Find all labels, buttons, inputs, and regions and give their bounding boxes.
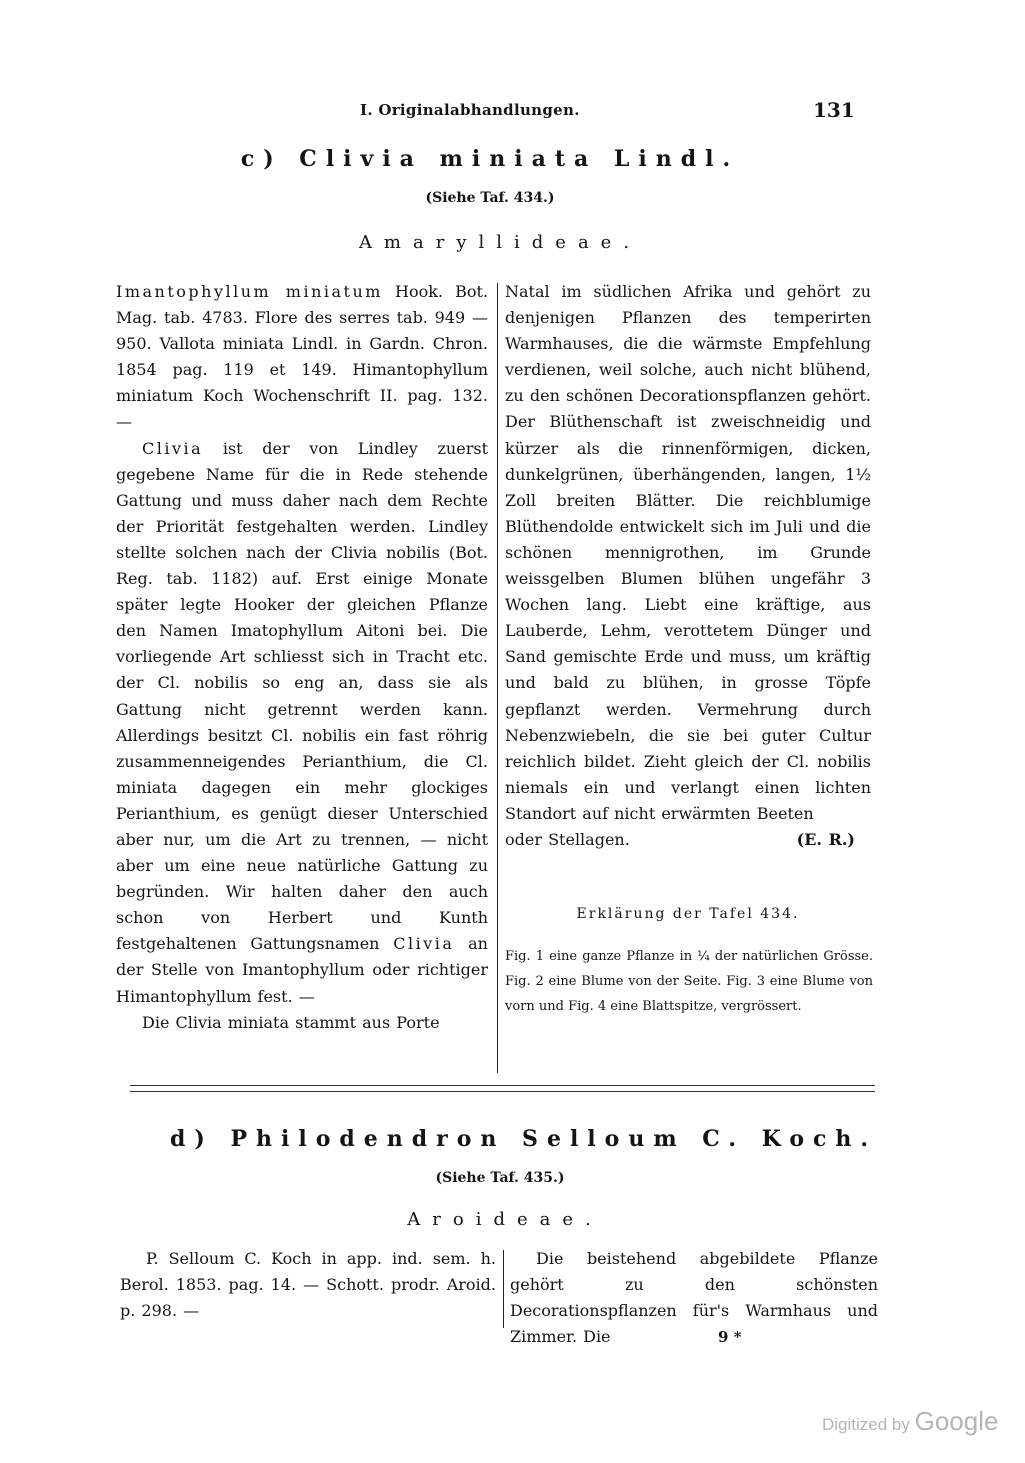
section-d-title: d) Philodendron Selloum C. Koch. [170, 1126, 878, 1152]
watermark-prefix: Digitized by [822, 1415, 910, 1434]
section-c-left-column [116, 279, 488, 1036]
origin-paragraph-start: Die Clivia miniata stammt aus Porte [142, 1012, 440, 1032]
google-logo: Google [914, 1406, 999, 1436]
plate-explanation-text: Fig. 1 eine ganze Pflanze in ¼ der natürlichen Grösse. Fig. 2 eine Blume von der Seite. Fig. 3 eine Blume von vorn und Fig. 4 eine Blattspitze, vergrössert. [505, 949, 873, 1014]
closing-text: oder Stellagen. [505, 829, 630, 849]
column-divider-d [503, 1250, 504, 1328]
genus-tail: an der Stelle von Imantophyllum oder richtiger Himantophyllum fest. — [116, 934, 488, 1006]
section-d-right-column: Die beistehend abgebildete Pflanze gehört zu den schönsten Decorationspflanzen für's Warmhaus und Zimmer. Die [510, 1249, 878, 1347]
genus-text: ist der von Lindley zuerst gegebene Name für die in Rede stehende Gattung und muss daher nach dem Rechte der Priorität festgehalten werden. Lindley stellte solchen nach der Clivia nobilis (Bot. Reg. tab. 1182) auf. Erst einige Monate später legte Hooker der gleichen Pflanze den Namen Imatophyllum Aitoni bei. Die vorliegende Art schliesst sich in Tracht etc. der Cl. nobilis so eng an, dass sie als Gattung nicht getrennt werden kann. Allerdings besitzt Cl. nobilis ein fast röhrig zusammenneigendes Perianthium, die Cl. miniata dagegen ein mehr glockiges Perianthium, es genügt dieser Unterschied aber nur, um die Art zu trennen, — nicht aber um eine neue natürliche Gattung zu begründen. Wir halten daher den auch schon von Herbert und Kunth festgehaltenen Gattungsnamen [116, 438, 488, 954]
section-c-plate-ref: (Siehe Taf. 434.) [425, 190, 555, 206]
genus-paragraph [116, 436, 488, 1010]
digitized-watermark [822, 1406, 998, 1437]
section-separator-top [130, 1085, 875, 1086]
column-divider [497, 283, 498, 1073]
genus-name: Clivia [393, 934, 455, 954]
closing-line [505, 827, 871, 853]
origin-paragraph-continued: Natal im südlichen Afrika und gehört zu denjenigen Pflanzen des temperirten Warmhauses, die die wärmste Empfehlung verdienen, weil solche, auch nicht blühend, zu den schönen Decorationspflanzen gehört. Der Blüthenschaft ist zweischneidig und kürzer als die rinnenförmigen, dicken, dunkelgrünen, überhängenden, langen, 1½ Zoll breiten Blätter. Die reichblumige Blüthendolde entwickelt sich im Juli und die schönen mennigrothen, im Grunde weissgelben Blumen blühen ungefähr 3 Wochen lang. Liebt eine kräftige, aus Lauberde, Lehm, verottetem Dünger und Sand gemischte Erde und muss, um kräftig und bald zu blühen, in grosse Töpfe gepflanzt werden. Vermehrung durch Nebenzwiebeln, die sie bei guter Cultur reichlich bildet. Zieht gleich der Cl. nobilis niemals ein und verlangt einen lichten Standort auf nicht erwärmten Beeten [505, 282, 871, 823]
section-c-family: Amaryllideae. [358, 232, 642, 253]
section-c-right-column [505, 279, 871, 853]
running-head: I. Originalabhandlungen. [360, 101, 580, 119]
section-separator-bottom [130, 1091, 875, 1092]
synonymy-lead: Imantophyllum miniatum [116, 282, 383, 301]
signature-mark: 9 * [718, 1328, 742, 1346]
section-d-left-column: P. Selloum C. Koch in app. ind. sem. h. Berol. 1853. pag. 14. — Schott. prodr. Aroid. p. 298. — [120, 1249, 496, 1321]
section-d-family: Aroideae. [407, 1209, 603, 1230]
section-d-plate-ref: (Siehe Taf. 435.) [435, 1170, 565, 1186]
genus-lead: Clivia [142, 438, 204, 458]
synonymy-paragraph [116, 279, 488, 436]
page-number: 131 [813, 98, 855, 122]
synonymy-text: Hook. Bot. Mag. tab. 4783. Flore des serres tab. 949 — 950. Vallota miniata Lindl. in Gardn. Chron. 1854 pag. 119 et 149. Himantophyllum miniatum Koch Wochenschrift II. pag. 132. — [116, 282, 489, 432]
section-c-title: c) Clivia miniata Lindl. [240, 146, 740, 172]
plate-explanation-heading: Erklärung der Tafel 434. [576, 906, 800, 922]
author-signature: (E. R.) [796, 829, 855, 849]
